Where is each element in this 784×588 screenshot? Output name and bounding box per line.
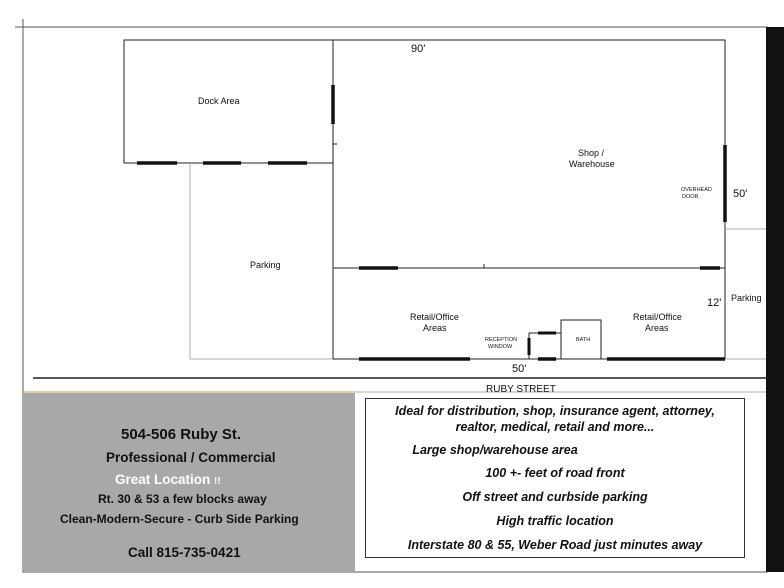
reception-label-1: RECEPTION xyxy=(485,337,518,343)
shop-label-2: Warehouse xyxy=(569,159,615,169)
dim-bottom: 50' xyxy=(512,363,527,375)
shop-label-1: Shop / xyxy=(578,148,605,158)
right-sidebar xyxy=(766,27,784,572)
bath-label: BATH xyxy=(576,337,591,343)
info-line-2: realtor, medical, retail and more... xyxy=(455,420,655,434)
listing-panel xyxy=(24,393,355,571)
dim-right: 50' xyxy=(733,188,748,200)
parking-left-label: Parking xyxy=(250,260,281,270)
retail-left-label-2: Areas xyxy=(423,323,447,333)
property-type: Professional / Commercial xyxy=(106,450,276,465)
street-name: RUBY STREET xyxy=(486,384,556,395)
retail-right-label-1: Retail/Office xyxy=(633,312,682,322)
great-location-exclaim: !! xyxy=(214,476,221,487)
dock-area-label: Dock Area xyxy=(198,96,240,106)
overhead-door-label-1: OVERHEAD xyxy=(681,187,712,193)
address: 504-506 Ruby St. xyxy=(121,426,242,443)
info-line-3: Large shop/warehouse area xyxy=(412,443,578,457)
overhead-door-label-2: DOOR xyxy=(682,194,699,200)
reception-label-2: WINDOW xyxy=(488,344,513,350)
phone-number: Call 815-735-0421 xyxy=(128,545,241,560)
features-note: Clean-Modern-Secure - Curb Side Parking xyxy=(60,512,299,526)
info-line-6: High traffic location xyxy=(496,514,614,528)
dim-top: 90' xyxy=(411,43,426,55)
info-line-4: 100 +- feet of road front xyxy=(485,466,625,480)
info-line-7: Interstate 80 & 55, Weber Road just minutes away xyxy=(407,538,703,552)
great-location xyxy=(115,472,221,487)
retail-right-label-2: Areas xyxy=(645,323,669,333)
great-location-text: Great Location xyxy=(115,472,211,487)
retail-left-label-1: Retail/Office xyxy=(410,312,459,322)
parking-right-label: Parking xyxy=(731,293,762,303)
info-line-5: Off street and curbside parking xyxy=(462,490,648,504)
info-line-1: Ideal for distribution, shop, insurance agent, attorney, xyxy=(395,404,715,418)
dim-small: 12' xyxy=(707,297,722,309)
route-note: Rt. 30 & 53 a few blocks away xyxy=(98,492,267,506)
info-box xyxy=(365,398,745,558)
